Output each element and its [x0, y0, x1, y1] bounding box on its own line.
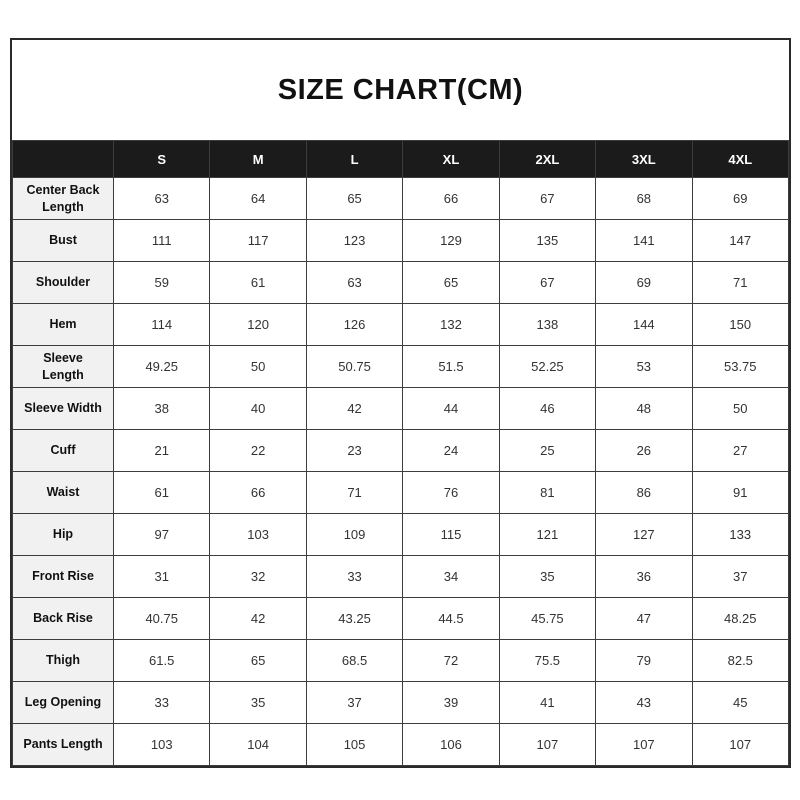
- row-label: Sleeve Length: [13, 346, 114, 388]
- size-value-cell: 103: [114, 724, 210, 766]
- size-column-header: 2XL: [499, 141, 595, 178]
- size-value-cell: 49.25: [114, 346, 210, 388]
- size-chart-container: [10, 38, 791, 768]
- size-value-cell: 33: [306, 556, 402, 598]
- size-value-cell: 48.25: [692, 598, 788, 640]
- size-value-cell: 53: [596, 346, 692, 388]
- size-value-cell: 109: [306, 514, 402, 556]
- row-label: Sleeve Width: [13, 388, 114, 430]
- size-value-cell: 65: [403, 262, 499, 304]
- size-value-cell: 34: [403, 556, 499, 598]
- row-label: Pants Length: [13, 724, 114, 766]
- size-value-cell: 50: [692, 388, 788, 430]
- size-value-cell: 121: [499, 514, 595, 556]
- size-value-cell: 35: [499, 556, 595, 598]
- size-table-head: [13, 141, 789, 178]
- row-label: Center Back Length: [13, 178, 114, 220]
- size-column-header: S: [114, 141, 210, 178]
- row-label: Waist: [13, 472, 114, 514]
- size-column-header: 3XL: [596, 141, 692, 178]
- table-row: [13, 556, 789, 598]
- size-value-cell: 65: [306, 178, 402, 220]
- size-value-cell: 32: [210, 556, 306, 598]
- size-value-cell: 59: [114, 262, 210, 304]
- size-value-cell: 67: [499, 262, 595, 304]
- size-value-cell: 76: [403, 472, 499, 514]
- chart-title: SIZE CHART(CM): [277, 73, 524, 106]
- row-label: Hip: [13, 514, 114, 556]
- size-value-cell: 97: [114, 514, 210, 556]
- size-value-cell: 69: [596, 262, 692, 304]
- size-value-cell: 68.5: [306, 640, 402, 682]
- size-value-cell: 22: [210, 430, 306, 472]
- size-value-cell: 129: [403, 220, 499, 262]
- row-label: Front Rise: [13, 556, 114, 598]
- size-value-cell: 35: [210, 682, 306, 724]
- table-row: [13, 178, 789, 220]
- size-value-cell: 51.5: [403, 346, 499, 388]
- size-value-cell: 65: [210, 640, 306, 682]
- table-row: [13, 514, 789, 556]
- size-column-header: L: [306, 141, 402, 178]
- size-value-cell: 50.75: [306, 346, 402, 388]
- size-value-cell: 43: [596, 682, 692, 724]
- size-value-cell: 150: [692, 304, 788, 346]
- size-value-cell: 41: [499, 682, 595, 724]
- size-header-row: [13, 141, 789, 178]
- size-value-cell: 120: [210, 304, 306, 346]
- size-value-cell: 103: [210, 514, 306, 556]
- size-value-cell: 115: [403, 514, 499, 556]
- size-value-cell: 24: [403, 430, 499, 472]
- size-value-cell: 75.5: [499, 640, 595, 682]
- row-label: Hem: [13, 304, 114, 346]
- size-value-cell: 81: [499, 472, 595, 514]
- size-column-header: M: [210, 141, 306, 178]
- size-value-cell: 138: [499, 304, 595, 346]
- size-value-cell: 114: [114, 304, 210, 346]
- size-value-cell: 82.5: [692, 640, 788, 682]
- size-value-cell: 126: [306, 304, 402, 346]
- size-value-cell: 71: [306, 472, 402, 514]
- size-value-cell: 44: [403, 388, 499, 430]
- size-column-header: 4XL: [692, 141, 788, 178]
- size-value-cell: 61: [114, 472, 210, 514]
- size-value-cell: 21: [114, 430, 210, 472]
- table-row: [13, 598, 789, 640]
- size-value-cell: 86: [596, 472, 692, 514]
- size-value-cell: 47: [596, 598, 692, 640]
- size-value-cell: 42: [306, 388, 402, 430]
- table-row: [13, 220, 789, 262]
- size-column-header: XL: [403, 141, 499, 178]
- size-value-cell: 79: [596, 640, 692, 682]
- size-value-cell: 46: [499, 388, 595, 430]
- size-value-cell: 44.5: [403, 598, 499, 640]
- size-value-cell: 144: [596, 304, 692, 346]
- size-value-cell: 91: [692, 472, 788, 514]
- size-value-cell: 36: [596, 556, 692, 598]
- table-row: [13, 388, 789, 430]
- size-value-cell: 38: [114, 388, 210, 430]
- table-row: [13, 304, 789, 346]
- size-value-cell: 63: [306, 262, 402, 304]
- size-value-cell: 31: [114, 556, 210, 598]
- size-value-cell: 71: [692, 262, 788, 304]
- size-value-cell: 61.5: [114, 640, 210, 682]
- table-row: [13, 640, 789, 682]
- row-label: Back Rise: [13, 598, 114, 640]
- size-value-cell: 133: [692, 514, 788, 556]
- size-value-cell: 52.25: [499, 346, 595, 388]
- size-value-cell: 147: [692, 220, 788, 262]
- size-value-cell: 40: [210, 388, 306, 430]
- row-label: Leg Opening: [13, 682, 114, 724]
- corner-cell: [13, 141, 114, 178]
- size-value-cell: 107: [596, 724, 692, 766]
- size-table: [12, 140, 789, 766]
- size-value-cell: 132: [403, 304, 499, 346]
- size-value-cell: 117: [210, 220, 306, 262]
- size-value-cell: 42: [210, 598, 306, 640]
- size-value-cell: 127: [596, 514, 692, 556]
- row-label: Shoulder: [13, 262, 114, 304]
- size-value-cell: 43.25: [306, 598, 402, 640]
- table-row: [13, 262, 789, 304]
- size-value-cell: 107: [499, 724, 595, 766]
- size-value-cell: 39: [403, 682, 499, 724]
- size-value-cell: 50: [210, 346, 306, 388]
- size-value-cell: 123: [306, 220, 402, 262]
- size-table-body: [13, 178, 789, 766]
- size-value-cell: 104: [210, 724, 306, 766]
- row-label: Cuff: [13, 430, 114, 472]
- size-value-cell: 68: [596, 178, 692, 220]
- size-value-cell: 111: [114, 220, 210, 262]
- size-value-cell: 45: [692, 682, 788, 724]
- size-value-cell: 61: [210, 262, 306, 304]
- size-value-cell: 37: [692, 556, 788, 598]
- size-value-cell: 141: [596, 220, 692, 262]
- row-label: Thigh: [13, 640, 114, 682]
- size-value-cell: 66: [210, 472, 306, 514]
- table-row: [13, 682, 789, 724]
- size-value-cell: 135: [499, 220, 595, 262]
- size-value-cell: 69: [692, 178, 788, 220]
- size-value-cell: 33: [114, 682, 210, 724]
- table-row: [13, 472, 789, 514]
- size-value-cell: 48: [596, 388, 692, 430]
- size-value-cell: 106: [403, 724, 499, 766]
- table-row: [13, 346, 789, 388]
- size-value-cell: 25: [499, 430, 595, 472]
- size-value-cell: 67: [499, 178, 595, 220]
- size-value-cell: 40.75: [114, 598, 210, 640]
- table-row: [13, 724, 789, 766]
- size-value-cell: 23: [306, 430, 402, 472]
- table-row: [13, 430, 789, 472]
- size-value-cell: 63: [114, 178, 210, 220]
- size-value-cell: 37: [306, 682, 402, 724]
- size-value-cell: 27: [692, 430, 788, 472]
- size-value-cell: 53.75: [692, 346, 788, 388]
- size-value-cell: 72: [403, 640, 499, 682]
- size-value-cell: 66: [403, 178, 499, 220]
- size-value-cell: 26: [596, 430, 692, 472]
- size-value-cell: 45.75: [499, 598, 595, 640]
- size-value-cell: 64: [210, 178, 306, 220]
- size-value-cell: 107: [692, 724, 788, 766]
- size-value-cell: 105: [306, 724, 402, 766]
- row-label: Bust: [13, 220, 114, 262]
